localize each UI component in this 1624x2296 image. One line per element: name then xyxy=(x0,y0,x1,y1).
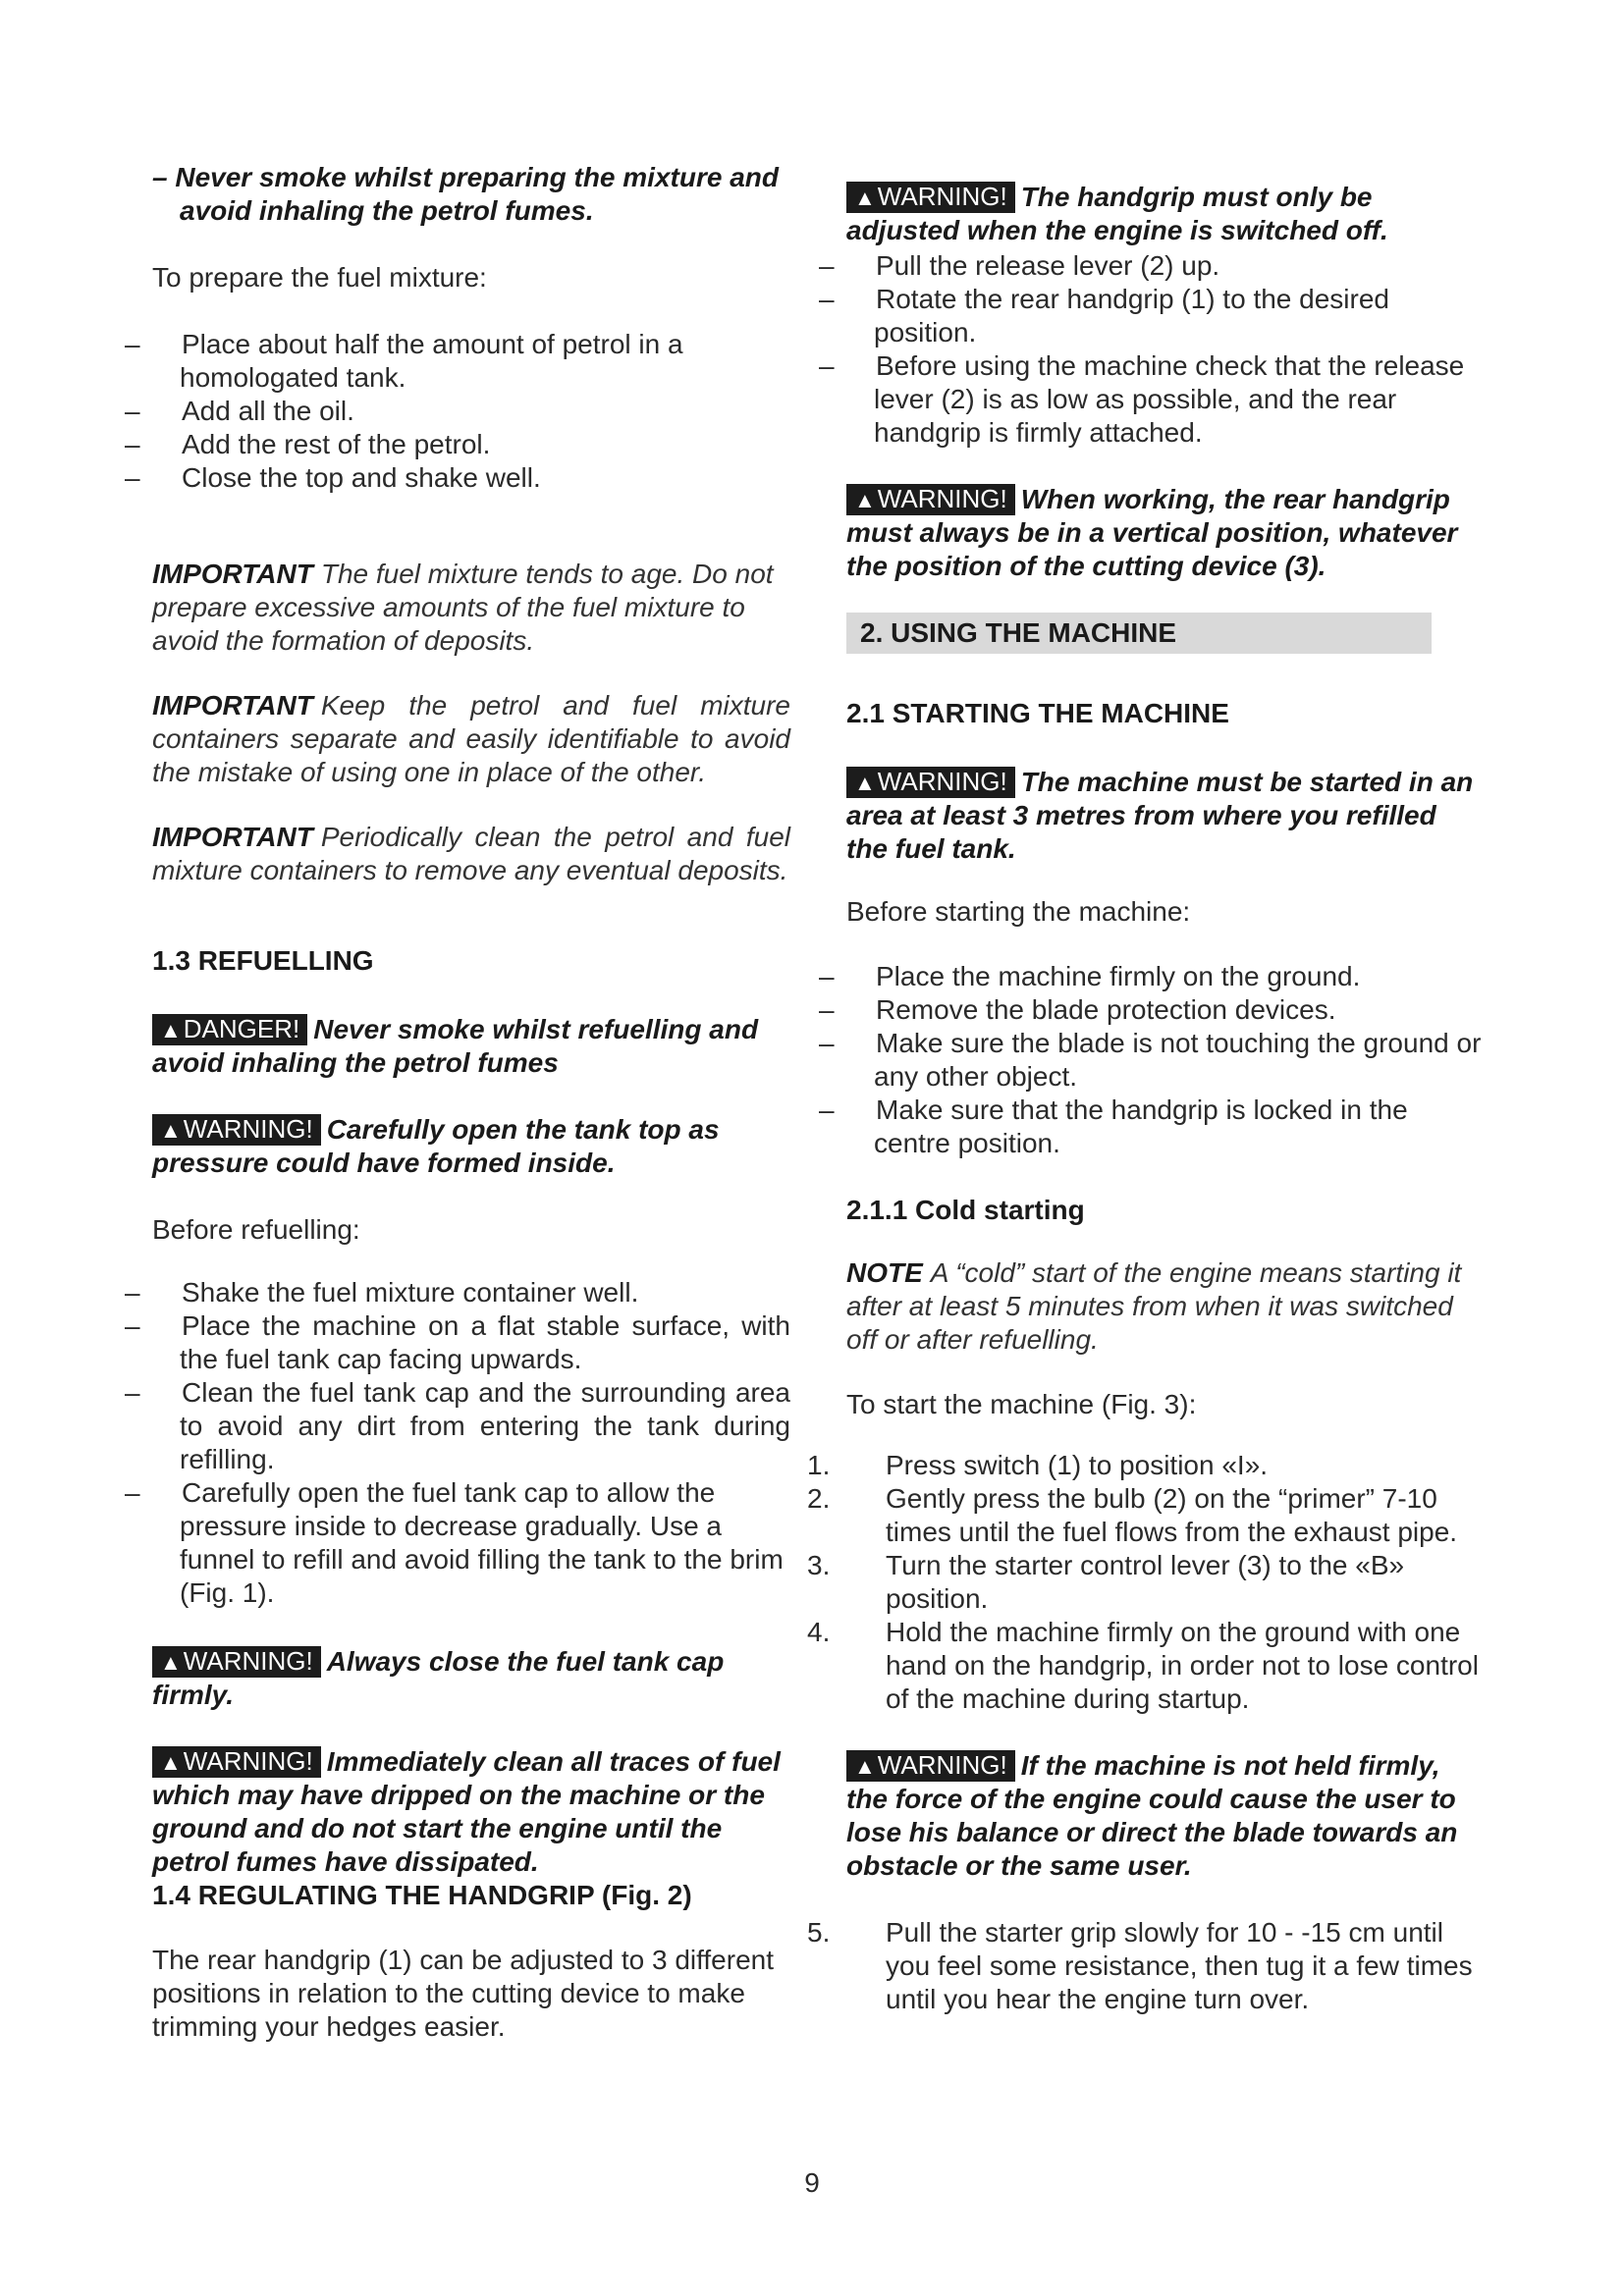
list-item: – Carefully open the fuel tank cap to allow the pressure inside to decrease gradually. Use a funnel to refill and avoid filling the tank to the brim (Fig. 1). xyxy=(125,1477,784,1608)
warning-tag: ▲WARNING! xyxy=(846,182,1015,213)
warning-vertical-notice: ▲WARNING! When working, the rear handgrip must always be in a vertical position, whatever the position of the cutting device (3). xyxy=(846,484,1458,581)
list-item: – Pull the release lever (2) up. xyxy=(819,250,1220,281)
list-item: – Before using the machine check that the release lever (2) is as low as possible, and the rear handgrip is firmly attached. xyxy=(819,350,1465,448)
page-number: 9 xyxy=(804,2167,820,2198)
list-item: – Remove the blade protection devices. xyxy=(819,994,1336,1025)
list-item: – Make sure the blade is not touching the ground or any other object. xyxy=(819,1028,1482,1092)
warning-tag: ▲WARNING! xyxy=(152,1746,321,1778)
before-refuelling: Before refuelling: xyxy=(152,1214,360,1245)
danger-notice: ▲DANGER! Never smoke whilst refuelling and avoid inhaling the petrol fumes xyxy=(152,1014,759,1078)
cold-start-note: NOTE A “cold” start of the engine means starting it after at least 5 minutes from when it was switched off or after refuelling. xyxy=(846,1257,1462,1355)
prepare-list xyxy=(125,328,790,495)
important-note-1: IMPORTANT The fuel mixture tends to age. Do not prepare excessive amounts of the fuel mixture to avoid the formation of deposits. xyxy=(152,559,774,656)
warning-force-notice: ▲WARNING! If the machine is not held firmly, the force of the engine could cause the user to lose his balance or direct the blade towards an obstacle or the same user. xyxy=(846,1750,1458,1881)
section-title-bar: 2. USING THE MACHINE xyxy=(846,613,1432,654)
warning-tag: ▲WARNING! xyxy=(846,1750,1015,1782)
list-item: – Rotate the rear handgrip (1) to the desired position. xyxy=(819,284,1389,347)
important-note-3: IMPORTANT Periodically clean the petrol and fuel mixture containers to remove any eventual deposits. xyxy=(152,822,790,885)
right-column xyxy=(807,181,1485,2016)
list-item: – Place the machine firmly on the ground. xyxy=(819,961,1361,991)
before-starting: Before starting the machine: xyxy=(846,896,1191,927)
warning-clean-notice: ▲WARNING! Immediately clean all traces of fuel which may have dripped on the machine or the ground and do not start the engine until the petrol fumes have dissipated. xyxy=(152,1746,781,1877)
warning-triangle-icon: ▲ xyxy=(160,1650,182,1675)
start-checks-list xyxy=(819,960,1485,1160)
prepare-intro: To prepare the fuel mixture: xyxy=(152,262,487,293)
warning-start-notice: ▲WARNING! The machine must be started in an area at least 3 metres from where you refilled the fuel tank. xyxy=(846,767,1474,864)
starting-heading: 2.1 STARTING THE MACHINE xyxy=(846,698,1229,728)
list-item: – Close the top and shake well. xyxy=(125,462,541,493)
list-item: – Add all the oil. xyxy=(125,396,354,426)
warning-tag: ▲WARNING! xyxy=(152,1646,321,1678)
warning-triangle-icon: ▲ xyxy=(160,1018,182,1042)
handgrip-heading: 1.4 REGULATING THE HANDGRIP (Fig. 2) xyxy=(152,1880,692,1910)
start-intro: To start the machine (Fig. 3): xyxy=(846,1389,1197,1419)
warning-triangle-icon: ▲ xyxy=(854,1754,876,1779)
warning-adjust-notice: ▲WARNING! The handgrip must only be adjusted when the engine is switched off. xyxy=(846,182,1388,245)
list-item: – Add the rest of the petrol. xyxy=(125,429,491,459)
warning-tag: ▲WARNING! xyxy=(846,484,1015,515)
list-item: 2. Gently press the bulb (2) on the “primer” 7-10 times until the fuel flows from the exhaust pipe. xyxy=(807,1483,1458,1547)
list-item: – Place the machine on a flat stable surface, with the fuel tank cap facing upwards. xyxy=(125,1310,790,1374)
refuel-list xyxy=(125,1276,790,1610)
warning-triangle-icon: ▲ xyxy=(854,488,876,512)
list-item: – Clean the fuel tank cap and the surrounding area to avoid any dirt from entering the tank during refilling. xyxy=(125,1377,790,1474)
warning-tag: ▲WARNING! xyxy=(152,1114,321,1146)
list-item: 4. Hold the machine firmly on the ground with one hand on the handgrip, in order not to lose control of the machine during startup. xyxy=(807,1617,1479,1714)
list-item: 5. Pull the starter grip slowly for 10 - -15 cm until you feel some resistance, then tug it a few times until you hear the engine turn over. xyxy=(807,1917,1473,2014)
list-item: – Shake the fuel mixture container well. xyxy=(125,1277,639,1308)
warning-triangle-icon: ▲ xyxy=(854,771,876,795)
start-steps-list xyxy=(807,1449,1485,1716)
handgrip-text: The rear handgrip (1) can be adjusted to 3 different positions in relation to the cutting device to make trimming your hedges easier. xyxy=(152,1945,774,2042)
list-item: – Place about half the amount of petrol in a homologated tank. xyxy=(125,329,683,393)
left-column xyxy=(125,161,790,2044)
important-note-2: IMPORTANT Keep the petrol and fuel mixture containers separate and easily identifiable to avoid the mistake of using one in place of the other. xyxy=(152,690,790,787)
warning-pressure-notice: ▲WARNING! Carefully open the tank top as pressure could have formed inside. xyxy=(152,1114,720,1178)
warning-triangle-icon: ▲ xyxy=(160,1118,182,1143)
cold-starting-heading: 2.1.1 Cold starting xyxy=(846,1195,1085,1225)
list-item: 1. Press switch (1) to position «I». xyxy=(807,1450,1269,1480)
refuelling-heading: 1.3 REFUELLING xyxy=(152,945,374,976)
adjust-list xyxy=(819,249,1485,450)
smoke-warning: – Never smoke whilst preparing the mixture and avoid inhaling the petrol fumes. xyxy=(152,162,779,226)
warning-triangle-icon: ▲ xyxy=(854,186,876,210)
warning-triangle-icon: ▲ xyxy=(160,1750,182,1775)
list-item: – Make sure that the handgrip is locked in the centre position. xyxy=(819,1095,1408,1158)
warning-tag: ▲WARNING! xyxy=(846,767,1015,798)
list-item: 3. Turn the starter control lever (3) to the «B» position. xyxy=(807,1550,1405,1614)
danger-tag: ▲DANGER! xyxy=(152,1014,307,1045)
warning-close-notice: ▲WARNING! Always close the fuel tank cap firmly. xyxy=(152,1646,725,1710)
